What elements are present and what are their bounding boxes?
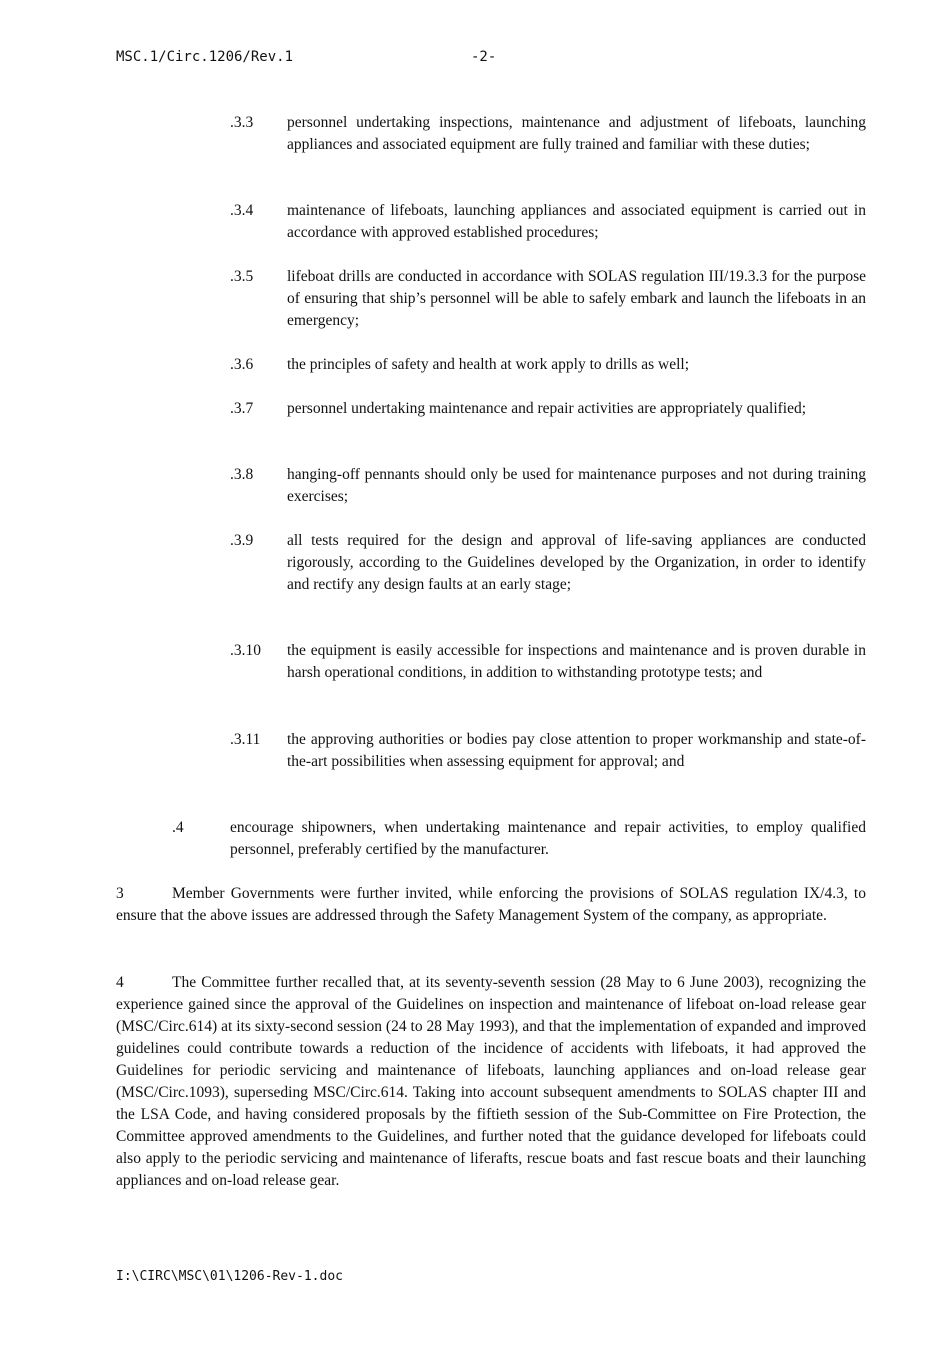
paragraph-text: The Committee further recalled that, at its seventy-seventh session (28 May to 6 June 2003), recognizing the experience gained since the approval of the Guidelines on inspection and maintenance of lifeboat on-load release gear (MSC/Circ.614) at its sixty-second session (24 to 28 May 1993), and that the implementation of expanded and improved guidelines could contribute towards a reduction of the incidence of accidents with lifeboats, it had approved the Guidelines for periodic servicing and maintenance of lifeboats, launching appliances and on-load release gear (MSC/Circ.1093), superseding MSC/Circ.614. Taking into account subsequent amendments to SOLAS chapter III and the LSA Code, and having considered proposals by the fiftieth session of the Sub-Committee on Fire Protection, the Committee approved amendments to the Guidelines, and further noted that the guidance developed for lifeboats could also apply to the periodic servicing and maintenance of liferafts, rescue boats and fast rescue boats and their launching appliances and on-load release gear. bbox=[116, 974, 866, 1189]
list-item-number: .3.11 bbox=[230, 731, 261, 748]
list-item-number: .3.6 bbox=[230, 356, 254, 373]
list-item-number: .3.7 bbox=[230, 400, 254, 417]
list-item-number: .3.5 bbox=[230, 268, 254, 285]
list-item-text: the principles of safety and health at work apply to drills as well; bbox=[287, 356, 690, 373]
list-item-text: the approving authorities or bodies pay close attention to proper workmanship and state-of-the-art possibilities when assessing equipment for approval; and bbox=[287, 731, 866, 770]
list-item-3-5 bbox=[230, 266, 866, 332]
list-item-text: maintenance of lifeboats, launching appliances and associated equipment is carried out in accordance with approved established procedures; bbox=[287, 202, 866, 241]
paragraph-4 bbox=[116, 972, 866, 1192]
page-number: -2- bbox=[471, 49, 497, 65]
list-item-number: .3.10 bbox=[230, 642, 261, 659]
list-item-text: hanging-off pennants should only be used for maintenance purposes and not during training exercises; bbox=[287, 466, 866, 505]
list-item-3-10 bbox=[230, 640, 866, 684]
list-item-text: personnel undertaking maintenance and repair activities are appropriately qualified; bbox=[287, 400, 807, 417]
page-header bbox=[116, 46, 876, 68]
list-item-4 bbox=[172, 817, 866, 861]
list-item-text: all tests required for the design and approval of life-saving appliances are conducted rigorously, according to the Guidelines developed by the Organization, in order to identify and rectify any design faults at an early stage; bbox=[287, 532, 866, 593]
paragraph-3 bbox=[116, 883, 866, 927]
paragraph-number: 3 bbox=[116, 885, 124, 902]
list-item-text: encourage shipowners, when undertaking maintenance and repair activities, to employ qualified personnel, preferably certified by the manufacturer. bbox=[230, 819, 866, 858]
list-item-text: the equipment is easily accessible for inspections and maintenance and is proven durable in harsh operational conditions, in addition to withstanding prototype tests; and bbox=[287, 642, 866, 681]
list-item-number: .3.9 bbox=[230, 532, 254, 549]
list-item-number: .4 bbox=[172, 819, 184, 836]
list-item-number: .3.3 bbox=[230, 114, 254, 131]
list-item-3-8 bbox=[230, 464, 866, 508]
footer-file-path: I:\CIRC\MSC\01\1206-Rev-1.doc bbox=[116, 1269, 343, 1284]
list-item-3-6 bbox=[230, 354, 866, 376]
list-item-3-11 bbox=[230, 729, 866, 773]
document-reference: MSC.1/Circ.1206/Rev.1 bbox=[116, 49, 294, 65]
list-item-number: .3.8 bbox=[230, 466, 254, 483]
list-item-number: .3.4 bbox=[230, 202, 254, 219]
list-item-3-4 bbox=[230, 200, 866, 244]
paragraph-text: Member Governments were further invited, while enforcing the provisions of SOLAS regulation IX/4.3, to ensure that the above issues are addressed through the Safety Management System of the company, as appropriate. bbox=[116, 885, 866, 924]
paragraph-number: 4 bbox=[116, 974, 124, 991]
list-item-3-3 bbox=[230, 112, 866, 156]
list-item-text: lifeboat drills are conducted in accordance with SOLAS regulation III/19.3.3 for the purpose of ensuring that ship’s personnel will be able to safely embark and launch the lifeboats in an emergency; bbox=[287, 268, 866, 329]
list-item-3-9 bbox=[230, 530, 866, 596]
list-item-3-7 bbox=[230, 398, 866, 420]
list-item-text: personnel undertaking inspections, maintenance and adjustment of lifeboats, launching appliances and associated equipment are fully trained and familiar with these duties; bbox=[287, 114, 866, 153]
